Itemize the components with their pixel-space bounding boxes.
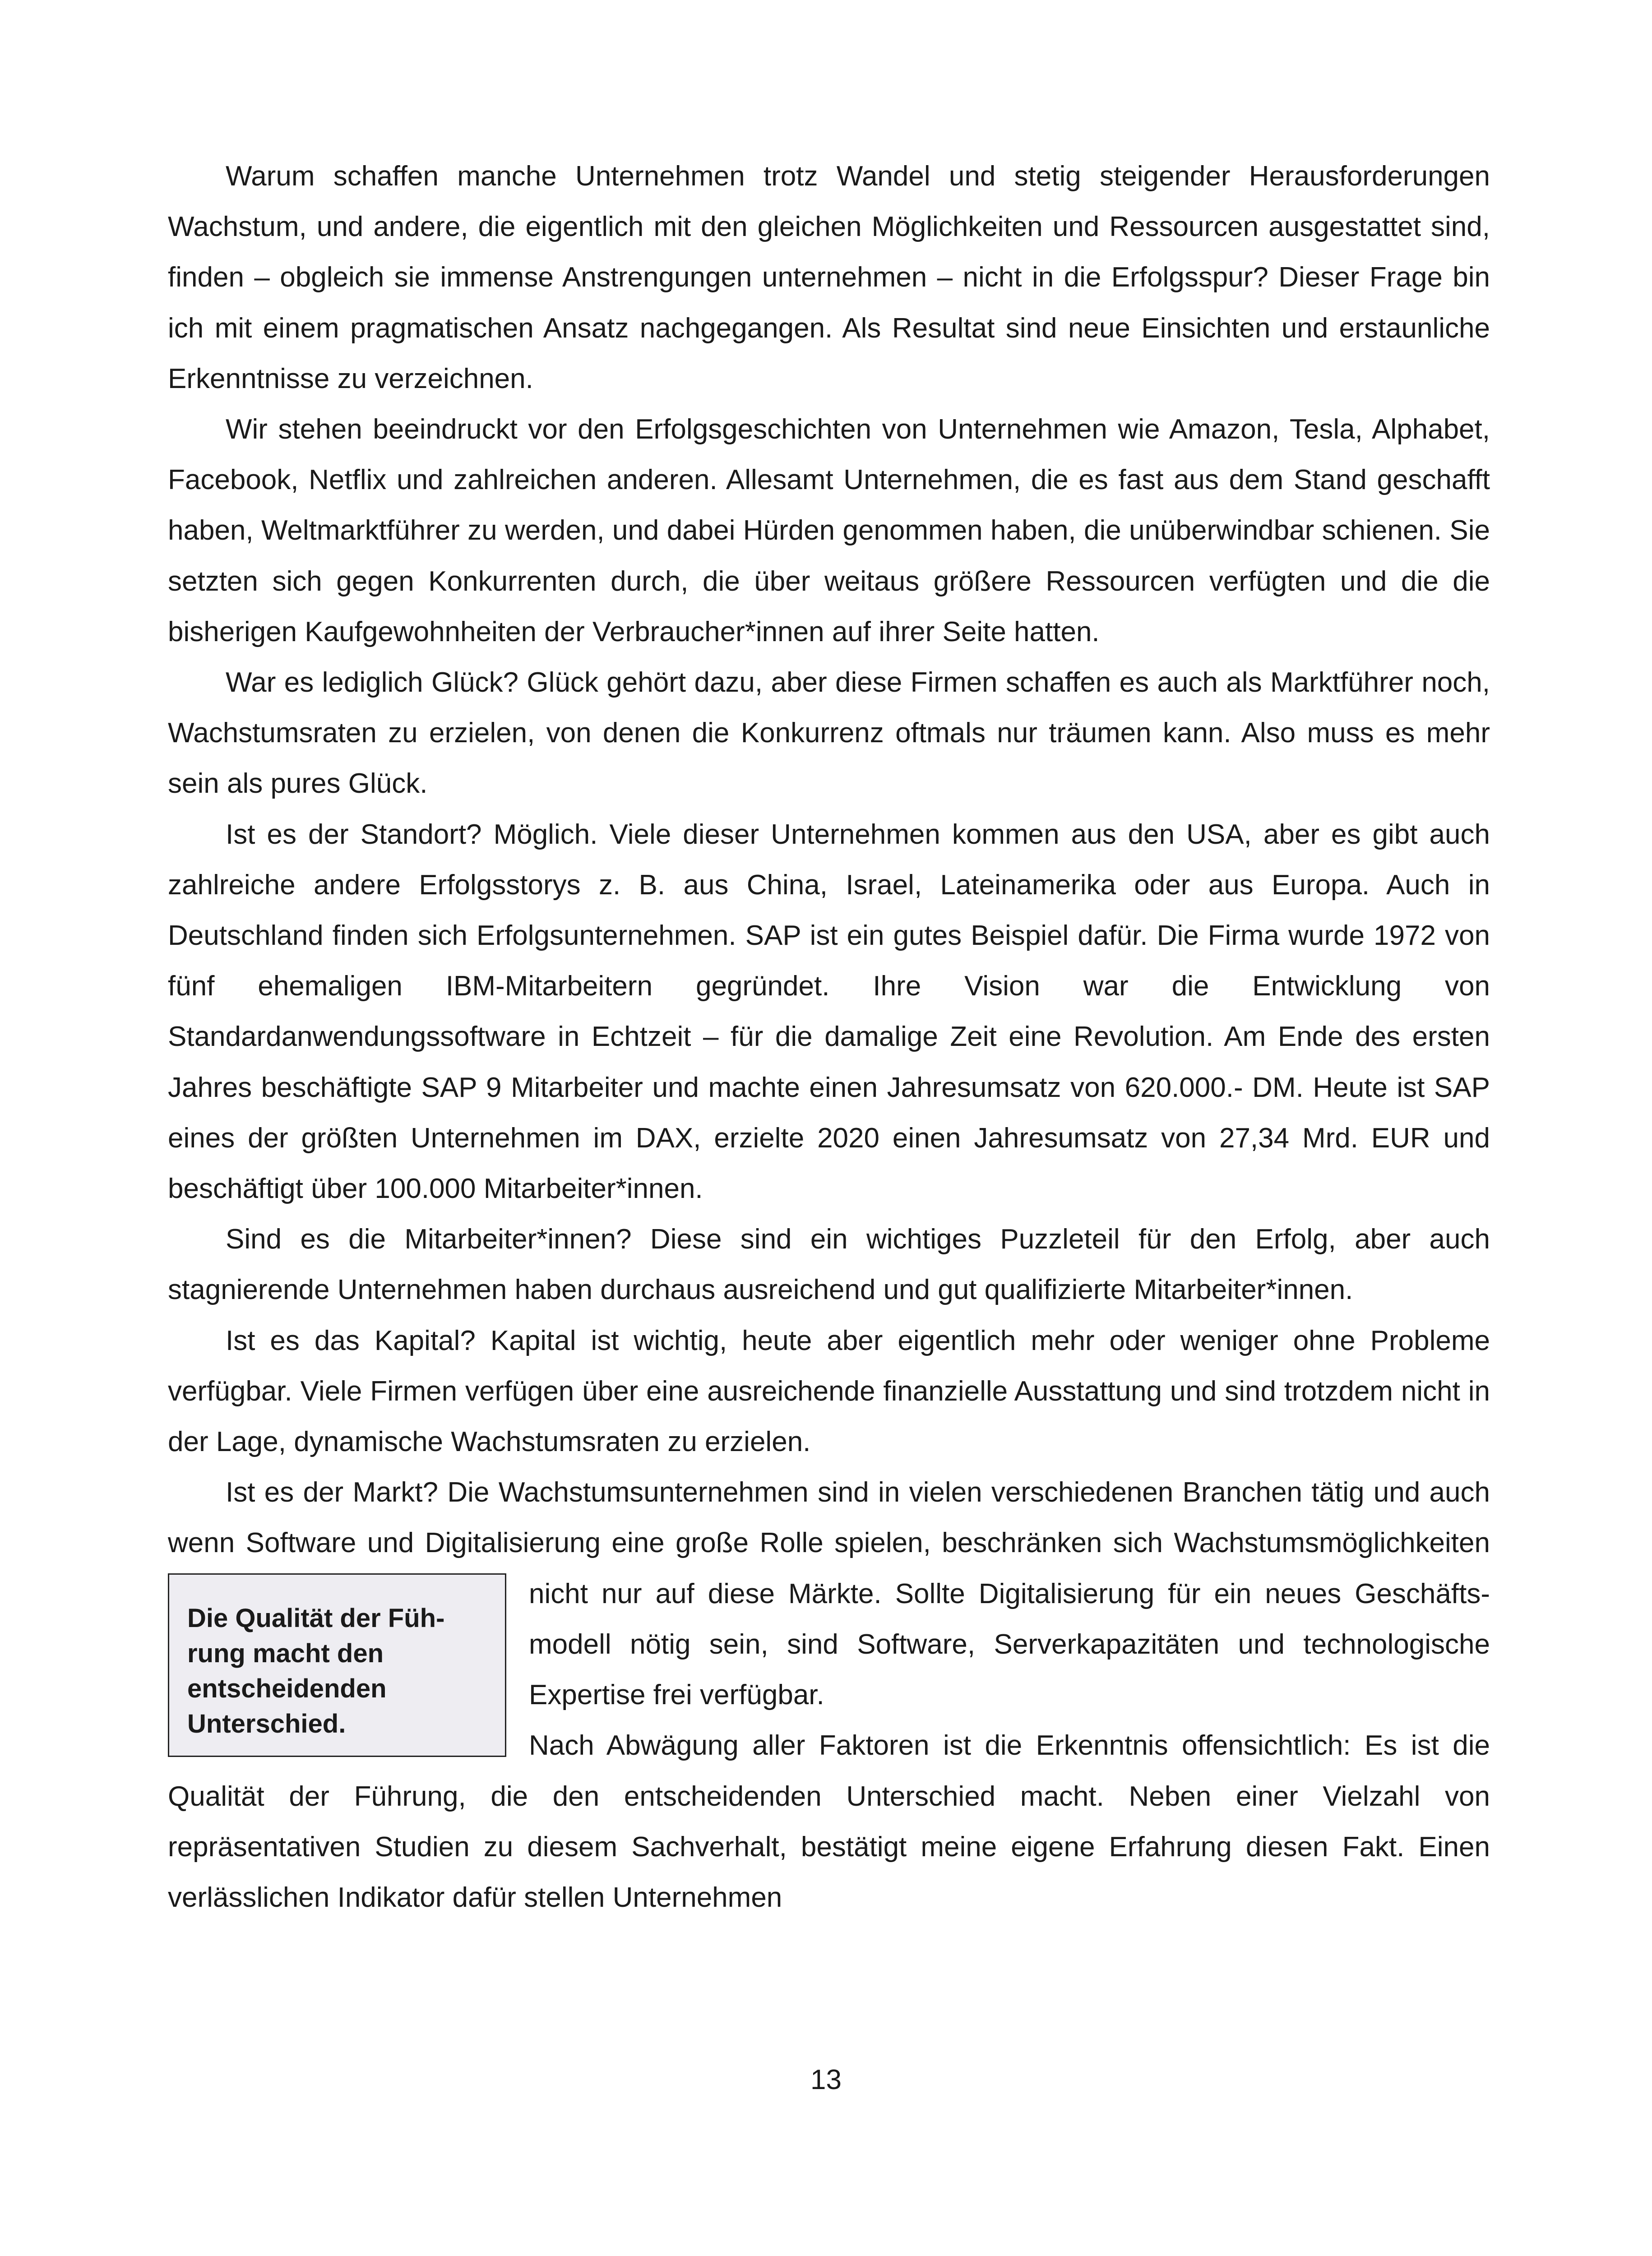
callout-box: Die Qualität der Führung macht den entscheidenden Unterschied. <box>168 1573 506 1757</box>
paragraph-luck: War es lediglich Glück? Glück gehört dazu, aber diese Firmen schaffen es auch als Marktführer noch, Wachstumsraten zu erzielen, von denen die Konkurrenz oftmals nur träumen kann. Also muss es mehr sein als pures Glück. <box>168 667 1490 800</box>
paragraph-success-stories: Wir stehen beeindruckt vor den Erfolgsgeschichten von Unternehmen wie Amazon, Tesla, Alphabet, Facebook, Netflix und zahlreichen anderen. Allesamt Unternehmen, die es fast aus dem Stand geschafft haben, Weltmarktführer zu werden, und dabei Hürden genommen haben, die unüberwindbar schienen. Sie setzten sich gegen Konkurrenten durch, die über weitaus größere Ressourcen verfügten und die die bisherigen Kaufgewohnheiten der Verbraucher*innen auf ihrer Seite hatten. <box>168 414 1490 647</box>
paragraph-market <box>168 1467 1490 1738</box>
paragraph-market-rest: modell nötig sein, sind Software, Serverkapazitäten und technologische Expertise frei verfügbar. <box>529 1628 1490 1711</box>
paragraph-location: Ist es der Standort? Möglich. Viele dieser Unternehmen kommen aus den USA, aber es gibt auch zahlreiche andere Erfolgsstorys z. B. aus China, Israel, Lateinamerika oder aus Europa. Auch in Deutschland finden sich Erfolgsunternehmen. SAP ist ein gutes Beispiel dafür. Die Firma wurde 1972 von fünf ehemaligen IBM-Mitarbeitern gegründet. Ihre Vision war die Entwicklung von Standardanwendungssoftware in Echtzeit – für die damalige Zeit eine Revolution. Am Ende des ersten Jahres beschäftigte SAP 9 Mitarbeiter und machte einen Jahresumsatz von 620.000.- DM. Heute ist SAP eines der größten Unternehmen im DAX, erzielte 2020 einen Jahresumsatz von 27,34 Mrd. EUR und beschäftigt über 100.000 Mitarbeiter*innen. <box>168 818 1490 1205</box>
paragraph-employees: Sind es die Mitarbeiter*innen? Diese sind ein wichtiges Puzzleteil für den Erfolg, aber auch stagnierende Unternehmen haben durchaus ausreichend und gut qualifizierte Mitarbeiter*innen. <box>168 1224 1490 1306</box>
paragraph-conclusion: Nach Abwägung aller Faktoren ist die Erkenntnis offensichtlich: Es ist die Qualität der Führung, die den entscheidenden Unterschied macht. Neben einer Vielzahl von repräsentativen Studien zu diesem Sachverhalt, bestätigt meine eigene Erfahrung diesen Fakt. Einen verlässlichen Indikator dafür stellen Unternehmen <box>168 1730 1490 1913</box>
page-number: 13 <box>810 2064 842 2095</box>
paragraph-market-lead: Ist es der Markt? Die Wachstumsunternehmen sind in vielen verschiedenen Branchen tätig und auch wenn Software und Digitalisierung eine große Rolle spielen, beschränken sich Wachstumsmöglichkeiten nicht nur auf diese Märkte. Sollte Digitalisierung für ein neues Geschäfts <box>168 1477 1490 1609</box>
body-text <box>168 151 1490 1923</box>
paragraph-capital: Ist es das Kapital? Kapital ist wichtig, heute aber eigentlich mehr oder weniger ohne Probleme verfügbar. Viele Firmen verfügen über eine ausreichende finanzielle Ausstattung und sind trotzdem nicht in der Lage, dynamische Wachstumsraten zu erzielen. <box>168 1325 1490 1458</box>
paragraph-intro: Warum schaffen manche Unternehmen trotz Wandel und stetig steigender Herausforderungen Wachstum, und andere, die eigentlich mit den gleichen Möglichkeiten und Ressourcen ausgestattet sind, finden – obgleich sie immense Anstrengungen unternehmen – nicht in die Erfolgsspur? Dieser Frage bin ich mit einem pragmatischen Ansatz nachgegangen. Als Resultat sind neue Einsichten und erstaunliche Erkenntnisse zu verzeichnen. <box>168 161 1490 394</box>
